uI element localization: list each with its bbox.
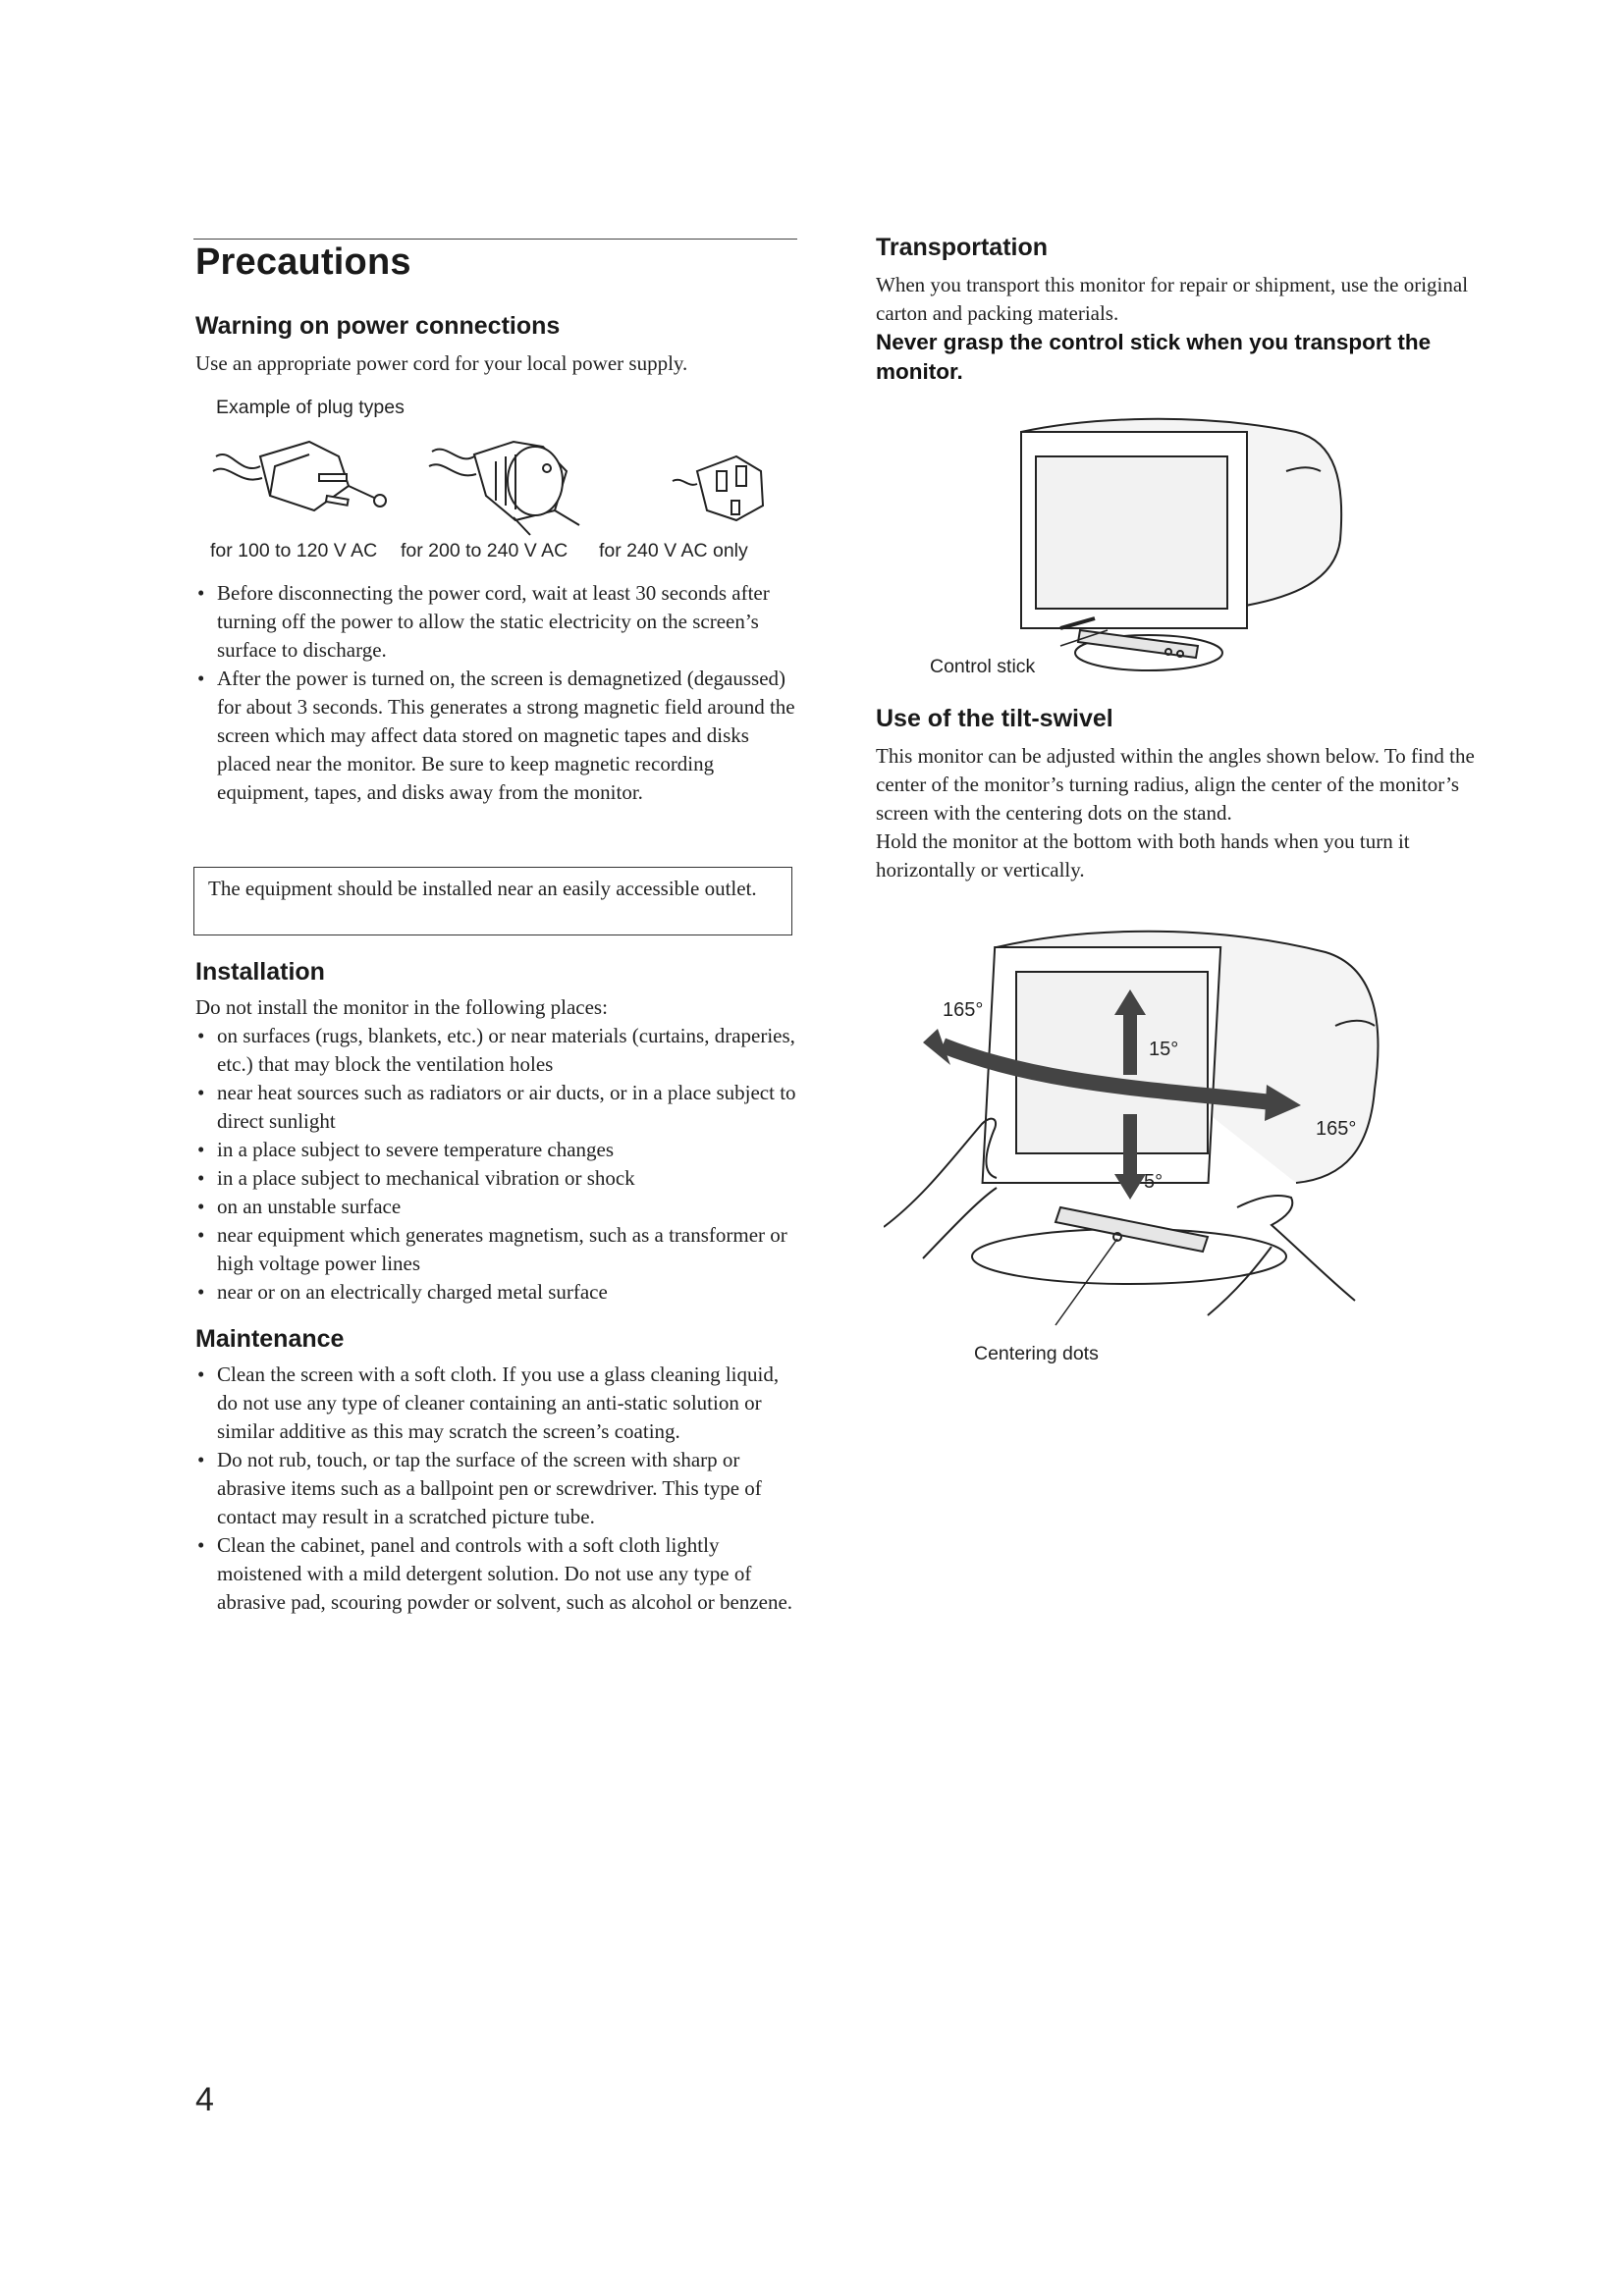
transportation-heading: Transportation [876, 234, 1049, 261]
plug-us-icon [213, 442, 386, 510]
swivel-left-angle: 165° [943, 999, 984, 1021]
tilt-swivel-illustration [884, 913, 1473, 1355]
maintenance-bullets [195, 1361, 804, 1617]
page-title: Precautions [195, 241, 411, 283]
tilt-swivel-body-1: This monitor can be adjusted within the angles shown below. To find the center of the monitor’s turning radius, align the center of the monitor’s screen with the centering dots on the stand. [876, 744, 1475, 825]
plug-eu-icon [429, 442, 579, 535]
power-bullets [195, 579, 796, 807]
list-item: • on surfaces (rugs, blankets, etc.) or near materials (curtains, draperies, etc.) that may block the ventilation holes [195, 1022, 796, 1079]
list-item: • in a place subject to mechanical vibration or shock [195, 1164, 796, 1193]
plug-caption: Example of plug types [216, 397, 405, 418]
list-item: • After the power is turned on, the screen is demagnetized (degaussed) for about 3 seconds. This generates a strong magnetic field around the screen which may affect data stored on magnetic tapes and disks placed near the monitor. Be sure to keep magnetic recording equipment, tapes, and disks away from the monitor. [195, 665, 796, 807]
list-item: • on an unstable surface [195, 1193, 796, 1221]
install-outlet-note: The equipment should be installed near an easily accessible outlet. [193, 867, 792, 935]
transportation-warning: Never grasp the control stick when you transport the monitor. [876, 330, 1432, 384]
list-item: • Do not rub, touch, or tap the surface of the screen with sharp or abrasive items such as a ballpoint pen or screwdriver. This type of contact may result in a scratched picture tube. [195, 1446, 804, 1531]
plug-label-us: for 100 to 120 V AC [210, 540, 378, 561]
list-item: • in a place subject to severe temperature changes [195, 1136, 796, 1164]
installation-bullets [195, 1022, 796, 1307]
plug-uk-icon [673, 456, 763, 520]
page-number: 4 [195, 2081, 214, 2118]
tilt-swivel-body-2: Hold the monitor at the bottom with both hands when you turn it horizontally or vertically. [876, 829, 1410, 881]
title-rule [193, 239, 797, 240]
installation-intro: Do not install the monitor in the following places: [195, 995, 608, 1019]
tilt-up-angle: 15° [1149, 1039, 1179, 1060]
power-intro: Use an appropriate power cord for your local power supply. [195, 351, 688, 375]
swivel-right-angle: 165° [1316, 1118, 1357, 1140]
plug-label-eu: for 200 to 240 V AC [401, 540, 568, 561]
maintenance-heading: Maintenance [195, 1325, 345, 1353]
plug-types-illustration [201, 427, 790, 540]
list-item: • near heat sources such as radiators or air ducts, or in a place subject to direct sunlight [195, 1079, 796, 1136]
tilt-down-angle: 5° [1144, 1171, 1164, 1193]
installation-heading: Installation [195, 958, 325, 986]
power-heading: Warning on power connections [195, 312, 561, 340]
list-item: • Before disconnecting the power cord, wait at least 30 seconds after turning off the power to allow the static electricity on the screen’s surface to discharge. [195, 579, 796, 665]
centering-dots-label: Centering dots [974, 1343, 1099, 1364]
list-item: • near or on an electrically charged metal surface [195, 1278, 796, 1307]
transportation-body: When you transport this monitor for repair or shipment, use the original carton and packing materials. [876, 273, 1469, 325]
list-item: • near equipment which generates magnetism, such as a transformer or high voltage power lines [195, 1221, 796, 1278]
control-stick-label: Control stick [930, 656, 1036, 677]
list-item: • Clean the cabinet, panel and controls with a soft cloth lightly moistened with a mild detergent solution. Do not use any type of abrasive pad, scouring powder or solvent, such as alcohol or benzene. [195, 1531, 804, 1617]
list-item: • Clean the screen with a soft cloth. If you use a glass cleaning liquid, do not use any type of cleaner containing an anti-static solution or similar additive as this may scratch the screen’s coating. [195, 1361, 804, 1446]
monitor-control-stick-illustration [1001, 412, 1355, 677]
tilt-swivel-heading: Use of the tilt-swivel [876, 705, 1113, 732]
plug-label-uk: for 240 V AC only [599, 540, 748, 561]
